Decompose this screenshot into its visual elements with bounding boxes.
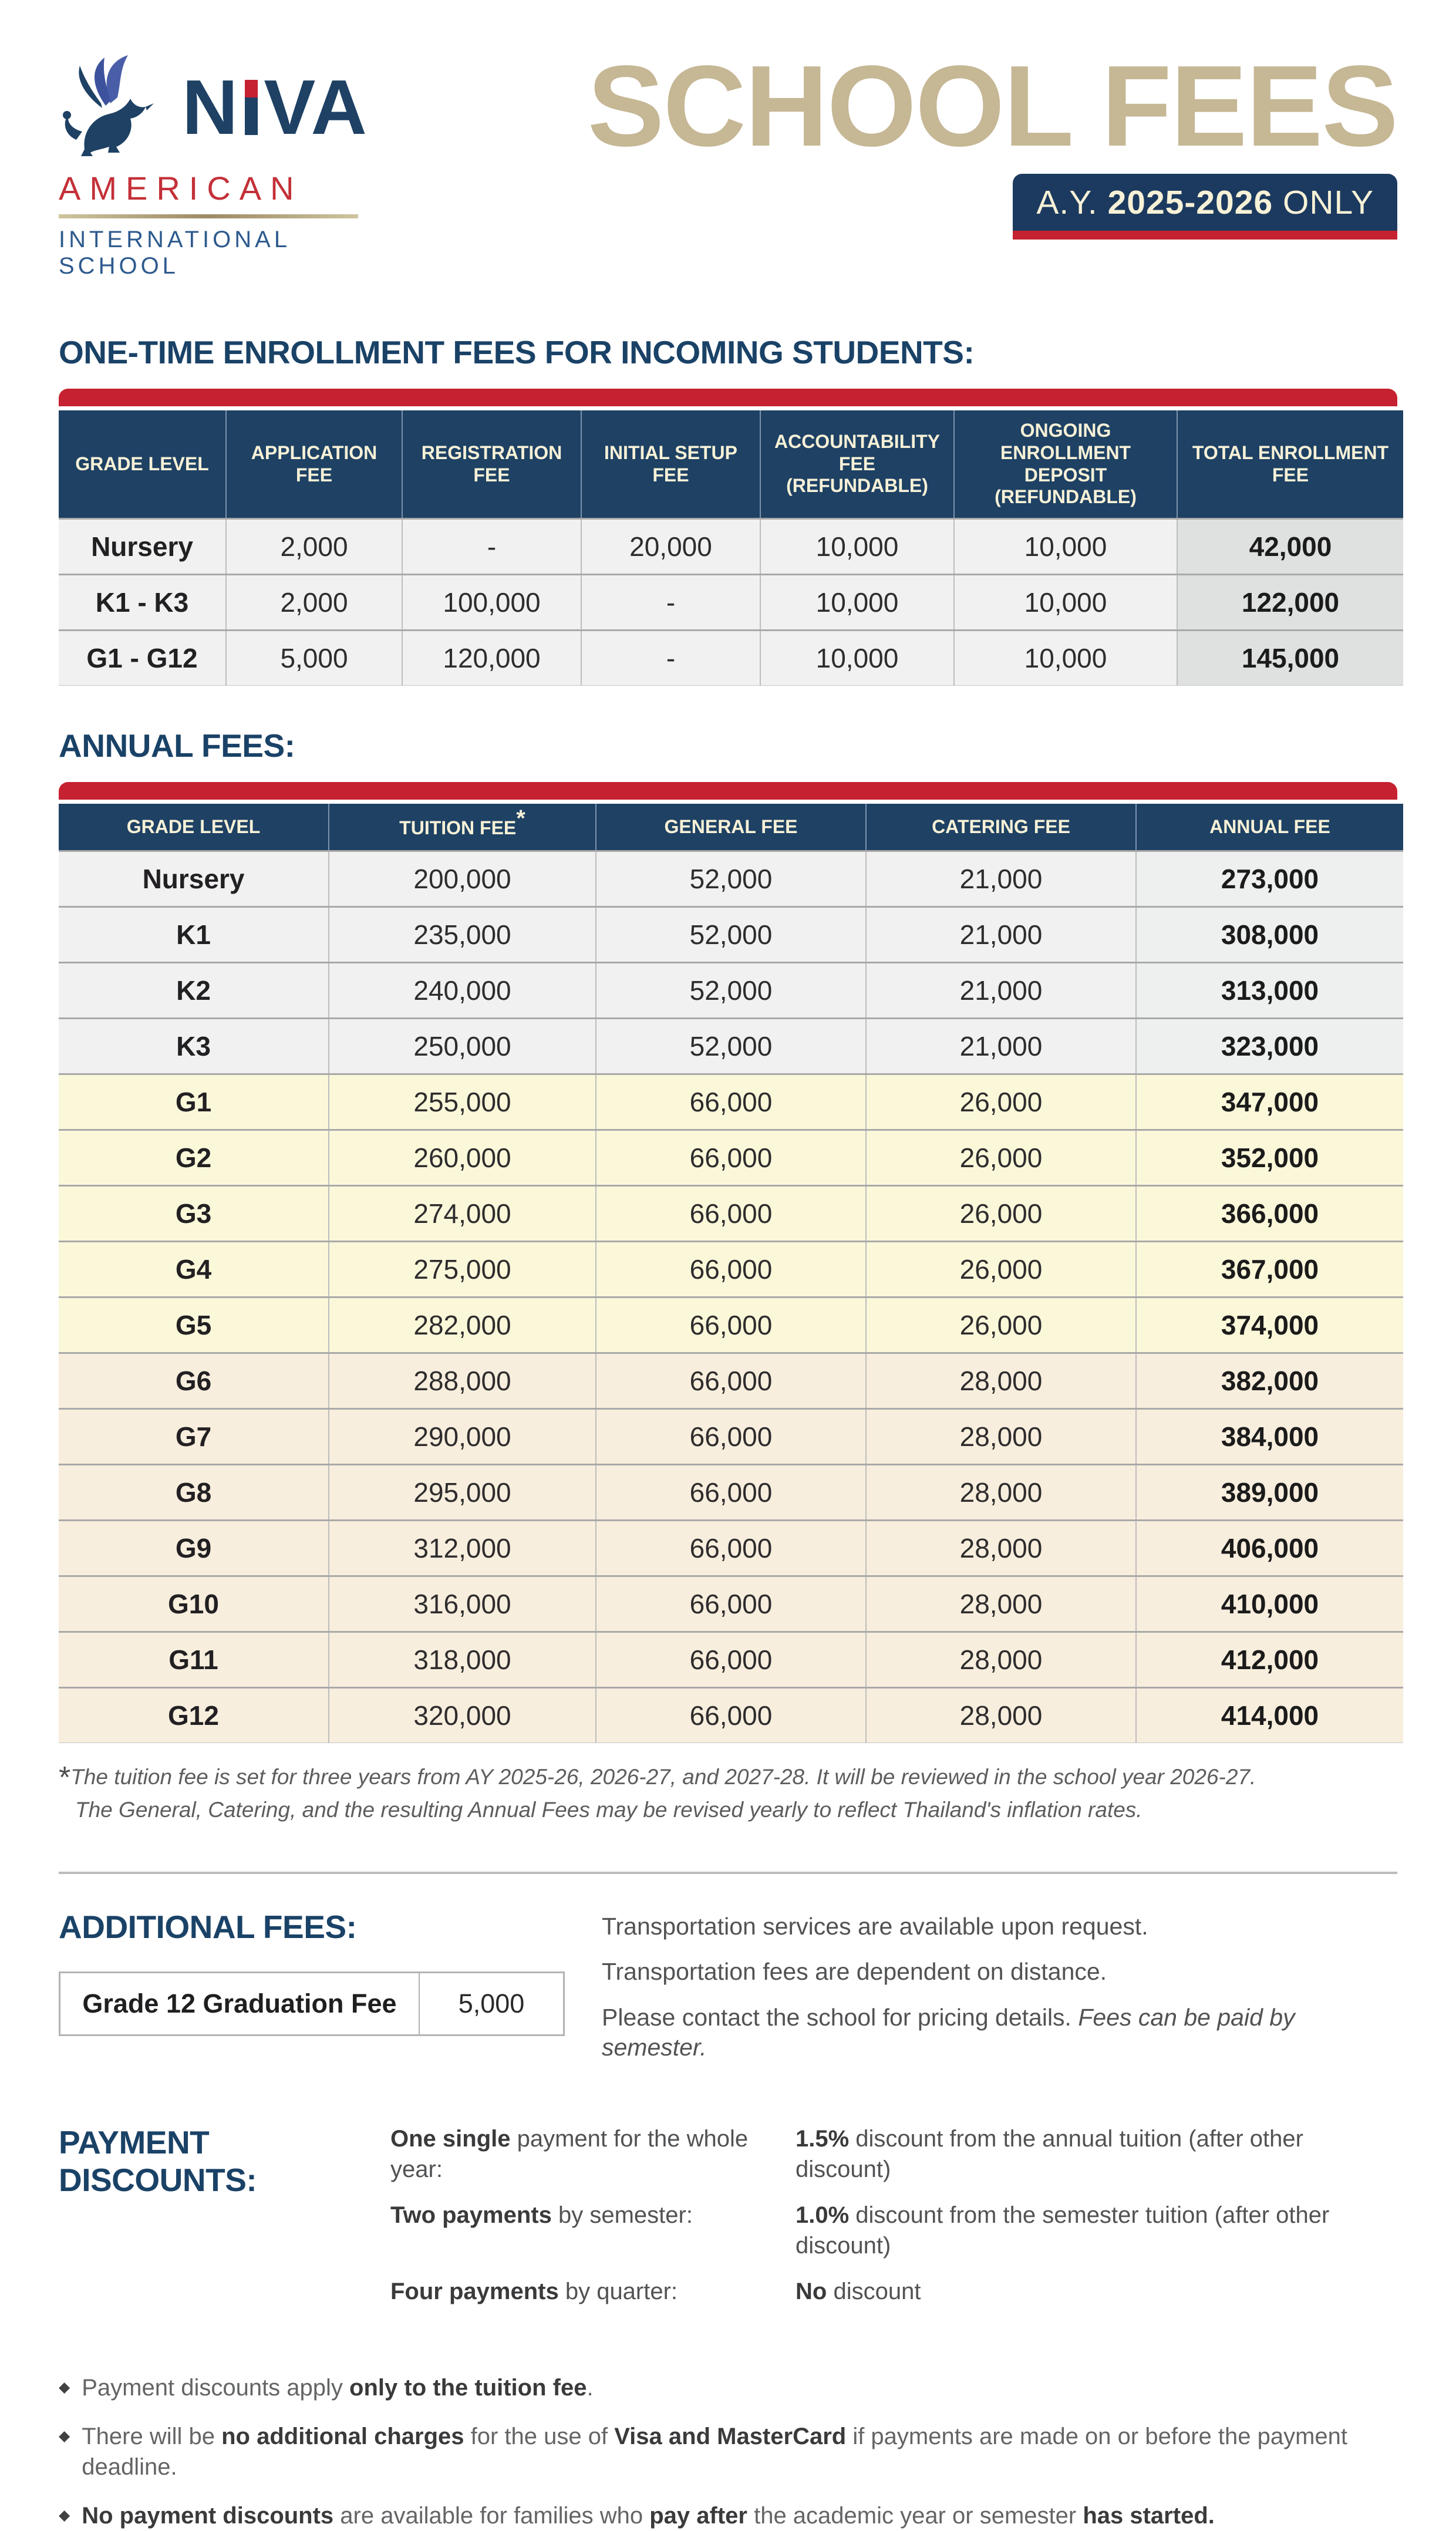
fee-cell: 20,000 xyxy=(581,519,760,575)
fee-cell: 26,000 xyxy=(866,1130,1136,1186)
fee-cell: 28,000 xyxy=(866,1409,1136,1465)
annual-fee-cell: 384,000 xyxy=(1136,1409,1403,1465)
payment-discounts-rows xyxy=(390,2124,1397,2322)
column-header: ACCOUNTABILITY FEE (REFUNDABLE) xyxy=(760,410,954,519)
griffin-logo-icon xyxy=(59,52,182,163)
fee-cell: 26,000 xyxy=(866,1242,1136,1297)
table-row xyxy=(59,1297,1403,1353)
text-segment: Please contact the school for pricing details. xyxy=(602,2003,1078,2031)
fee-cell: 21,000 xyxy=(866,907,1136,963)
table-row xyxy=(59,1632,1403,1688)
fee-cell: 28,000 xyxy=(866,1632,1136,1688)
fee-cell: 52,000 xyxy=(596,851,866,907)
fee-cell: 66,000 xyxy=(596,1409,866,1465)
text-segment: 1.5% xyxy=(796,2126,850,2152)
annual-section-heading: ANNUAL FEES: xyxy=(59,727,295,764)
fee-cell: 66,000 xyxy=(596,1242,866,1297)
discount-row xyxy=(390,2124,1397,2185)
fee-cell: 28,000 xyxy=(866,1521,1136,1576)
enrollment-table-body xyxy=(59,519,1403,686)
fee-cell: 66,000 xyxy=(596,1521,866,1576)
fee-cell: 66,000 xyxy=(596,1688,866,1743)
annual-fee-cell: 273,000 xyxy=(1136,851,1403,907)
fee-cell: 66,000 xyxy=(596,1297,866,1353)
table-row xyxy=(59,1074,1403,1130)
fee-cell: 26,000 xyxy=(866,1186,1136,1242)
logo-gold-divider xyxy=(59,214,358,218)
fee-cell: 66,000 xyxy=(596,1186,866,1242)
table-row xyxy=(59,1353,1403,1409)
annual-fee-cell: 412,000 xyxy=(1136,1632,1403,1688)
fee-cell: 52,000 xyxy=(596,963,866,1019)
text-segment: Fees can be paid by semester. xyxy=(602,2003,1295,2061)
logo-top xyxy=(59,52,387,163)
grade-level-cell: G2 xyxy=(59,1130,329,1186)
badge-year: 2025-2026 xyxy=(1107,184,1273,222)
fee-cell: 66,000 xyxy=(596,1130,866,1186)
text-segment: if payments are made on or before the payment deadline. xyxy=(82,2424,1348,2481)
text-segment: Four payments xyxy=(390,2279,559,2305)
discount-value xyxy=(796,2276,1397,2307)
note-text xyxy=(82,2421,1397,2482)
column-header: ANNUAL FEE xyxy=(1136,804,1403,851)
text-segment: payment for the whole year: xyxy=(390,2126,749,2183)
discount-row xyxy=(390,2276,1397,2307)
table-row xyxy=(59,1465,1403,1521)
fee-cell: 28,000 xyxy=(866,1688,1136,1743)
transportation-line xyxy=(602,2003,1397,2063)
section-divider xyxy=(59,1872,1397,1874)
discount-value xyxy=(796,2200,1397,2261)
grade-level-cell: G12 xyxy=(59,1688,329,1743)
graduation-fee-label: Grade 12 Graduation Fee xyxy=(60,1973,420,2034)
badge-prefix: A.Y. xyxy=(1036,184,1098,222)
text-segment: Transportation services are available upon request. xyxy=(602,1913,1148,1940)
fee-cell: 295,000 xyxy=(329,1465,596,1521)
logo-niva-i-mark xyxy=(245,80,258,135)
annual-fee-cell: 313,000 xyxy=(1136,963,1403,1019)
tuition-asterisk: * xyxy=(516,806,525,831)
page-title: SCHOOL FEES xyxy=(587,42,1397,170)
table-row xyxy=(59,1019,1403,1074)
annual-fee-cell: 366,000 xyxy=(1136,1186,1403,1242)
text-segment: discount from the semester tuition (after other discount) xyxy=(796,2202,1330,2259)
fee-cell: 10,000 xyxy=(760,631,954,686)
logo-subtitle: INTERNATIONAL SCHOOL xyxy=(59,227,290,279)
grade-level-cell: Nursery xyxy=(59,851,329,907)
annual-table xyxy=(59,804,1403,1743)
text-segment: discount from the annual tuition (after other discount) xyxy=(796,2126,1303,2183)
annual-fee-cell: 382,000 xyxy=(1136,1353,1403,1409)
fee-cell: 52,000 xyxy=(596,1019,866,1074)
annual-table-red-cap xyxy=(59,782,1397,800)
fee-cell: 235,000 xyxy=(329,907,596,963)
text-segment: Payment discounts apply xyxy=(82,2375,350,2401)
column-header: TOTAL ENROLLMENT FEE xyxy=(1177,410,1403,519)
grade-level-cell: G9 xyxy=(59,1521,329,1576)
fee-cell: 2,000 xyxy=(226,575,402,631)
fee-cell: 316,000 xyxy=(329,1576,596,1632)
fee-cell: 21,000 xyxy=(866,851,1136,907)
grade-level-cell: G5 xyxy=(59,1297,329,1353)
grade-level-cell: G11 xyxy=(59,1632,329,1688)
fee-cell: 320,000 xyxy=(329,1688,596,1743)
transportation-line xyxy=(602,1912,1397,1942)
table-row xyxy=(59,907,1403,963)
annual-fee-cell: 347,000 xyxy=(1136,1074,1403,1130)
fee-cell: 200,000 xyxy=(329,851,596,907)
text-segment: One single xyxy=(390,2126,511,2152)
fee-cell: 10,000 xyxy=(760,519,954,575)
academic-year-badge xyxy=(1013,174,1397,240)
fee-cell: 5,000 xyxy=(226,631,402,686)
grade-level-cell: K3 xyxy=(59,1019,329,1074)
grade-level-cell: G7 xyxy=(59,1409,329,1465)
table-row xyxy=(59,963,1403,1019)
fee-cell: 274,000 xyxy=(329,1186,596,1242)
fee-cell: 21,000 xyxy=(866,963,1136,1019)
total-fee-cell: 145,000 xyxy=(1177,631,1403,686)
footnote-line-2: The General, Catering, and the resulting Annual Fees may be revised yearly to reflect Thailand's inflation rates. xyxy=(75,1797,1142,1822)
fee-cell: 66,000 xyxy=(596,1632,866,1688)
text-segment: are available for families who xyxy=(333,2503,650,2529)
diamond-bullet-icon: ◆ xyxy=(59,2379,70,2396)
fee-cell: - xyxy=(581,631,760,686)
academic-year-text xyxy=(1036,183,1374,222)
payment-discounts-section xyxy=(59,2124,1397,2322)
table-row xyxy=(59,575,1403,631)
fee-cell: 26,000 xyxy=(866,1074,1136,1130)
school-fees-document xyxy=(0,42,1456,2529)
fee-cell: 66,000 xyxy=(596,1074,866,1130)
grade-level-cell: K1 - K3 xyxy=(59,575,226,631)
text-segment: No payment discounts xyxy=(82,2503,334,2529)
annual-table-wrap xyxy=(59,782,1397,1743)
note-row xyxy=(59,2372,1397,2403)
fee-cell: 10,000 xyxy=(760,575,954,631)
school-logo xyxy=(59,52,387,279)
discount-label xyxy=(390,2276,796,2307)
fee-cell: 290,000 xyxy=(329,1409,596,1465)
discount-value xyxy=(796,2124,1397,2185)
table-row xyxy=(59,1521,1403,1576)
enrollment-table-wrap xyxy=(59,389,1397,686)
discount-label xyxy=(390,2124,796,2185)
text-segment: No xyxy=(796,2279,827,2305)
annual-fee-cell: 410,000 xyxy=(1136,1576,1403,1632)
annual-fee-cell: 414,000 xyxy=(1136,1688,1403,1743)
badge-suffix: ONLY xyxy=(1283,184,1374,222)
text-segment: There will be xyxy=(82,2424,222,2450)
title-block xyxy=(587,42,1397,240)
logo-niva-va: VA xyxy=(264,64,368,150)
enrollment-table xyxy=(59,410,1403,686)
fee-cell: 100,000 xyxy=(402,575,581,631)
enrollment-table-red-cap xyxy=(59,389,1397,406)
annual-fee-cell: 406,000 xyxy=(1136,1521,1403,1576)
fee-cell: 28,000 xyxy=(866,1576,1136,1632)
table-row xyxy=(59,1130,1403,1186)
note-row xyxy=(59,2500,1397,2531)
fee-cell: 250,000 xyxy=(329,1019,596,1074)
additional-fees-heading: ADDITIONAL FEES: xyxy=(59,1909,357,1946)
text-segment: no additional charges xyxy=(221,2424,464,2450)
tuition-footnote xyxy=(59,1761,1397,1826)
fee-cell: 10,000 xyxy=(954,519,1177,575)
fee-cell: - xyxy=(581,575,760,631)
text-segment: 1.0% xyxy=(796,2202,850,2229)
discount-row xyxy=(390,2200,1397,2261)
column-header: TUITION FEE* xyxy=(329,804,596,851)
note-text xyxy=(82,2372,593,2403)
fee-cell: 10,000 xyxy=(954,575,1177,631)
header xyxy=(59,42,1397,279)
total-fee-cell: 122,000 xyxy=(1177,575,1403,631)
text-segment: the academic year or semester xyxy=(747,2503,1083,2529)
fee-cell: 260,000 xyxy=(329,1130,596,1186)
column-header: REGISTRATION FEE xyxy=(402,410,581,519)
graduation-fee-value: 5,000 xyxy=(458,1989,525,2019)
text-segment: pay after xyxy=(649,2503,747,2529)
annual-fee-cell: 308,000 xyxy=(1136,907,1403,963)
column-header: APPLICATION FEE xyxy=(226,410,402,519)
text-segment: Transportation fees are dependent on distance. xyxy=(602,1958,1107,1986)
logo-niva-n: N xyxy=(182,64,240,150)
fee-cell: 282,000 xyxy=(329,1297,596,1353)
transportation-line xyxy=(602,1957,1397,1987)
column-header: GRADE LEVEL xyxy=(59,410,226,519)
enrollment-table-head xyxy=(59,410,1403,519)
column-header: INITIAL SETUP FEE xyxy=(581,410,760,519)
transportation-info xyxy=(602,1908,1397,2078)
fee-cell: 318,000 xyxy=(329,1632,596,1688)
fee-cell: 66,000 xyxy=(596,1465,866,1521)
graduation-fee-table xyxy=(59,1971,565,2036)
annual-fee-cell: 374,000 xyxy=(1136,1297,1403,1353)
column-header: CATERING FEE xyxy=(866,804,1136,851)
logo-american-text: AMERICAN xyxy=(59,170,303,207)
discount-label xyxy=(390,2200,796,2261)
enrollment-section-heading: ONE-TIME ENROLLMENT FEES FOR INCOMING STUDENTS: xyxy=(59,334,975,370)
logo-niva-text xyxy=(182,64,368,150)
fee-cell: 26,000 xyxy=(866,1297,1136,1353)
grade-level-cell: G10 xyxy=(59,1576,329,1632)
grade-level-cell: G1 - G12 xyxy=(59,631,226,686)
diamond-bullet-icon: ◆ xyxy=(59,2428,70,2445)
fee-cell: 28,000 xyxy=(866,1353,1136,1409)
annual-fee-cell: 352,000 xyxy=(1136,1130,1403,1186)
footnote-line-1 xyxy=(59,1761,1397,1794)
column-header: GENERAL FEE xyxy=(596,804,866,851)
text-segment: Two payments xyxy=(390,2202,552,2229)
annual-table-head xyxy=(59,804,1403,851)
grade-level-cell: K1 xyxy=(59,907,329,963)
fee-cell: 255,000 xyxy=(329,1074,596,1130)
table-row xyxy=(59,631,1403,686)
grade-level-cell: G1 xyxy=(59,1074,329,1130)
note-text xyxy=(82,2500,1215,2531)
fee-cell: 10,000 xyxy=(954,631,1177,686)
payment-discounts-heading: PAYMENT DISCOUNTS: xyxy=(59,2124,257,2199)
fee-cell: 120,000 xyxy=(402,631,581,686)
table-row xyxy=(59,519,1403,575)
fee-cell: 66,000 xyxy=(596,1353,866,1409)
diamond-bullet-icon: ◆ xyxy=(59,2507,70,2524)
fee-cell: 288,000 xyxy=(329,1353,596,1409)
table-row xyxy=(59,1576,1403,1632)
fee-cell: - xyxy=(402,519,581,575)
annual-fee-cell: 323,000 xyxy=(1136,1019,1403,1074)
text-segment: only to the tuition fee xyxy=(349,2375,587,2401)
grade-level-cell: K2 xyxy=(59,963,329,1019)
table-row xyxy=(59,1688,1403,1743)
grade-level-cell: G4 xyxy=(59,1242,329,1297)
text-segment: for the use of xyxy=(464,2424,615,2450)
footnote-text-1: The tuition fee is set for three years from AY 2025-26, 2026-27, and 2027-28. It will be reviewed in the school year 2026-27. xyxy=(70,1765,1256,1789)
text-segment: Visa and MasterCard xyxy=(614,2424,847,2450)
grade-level-cell: G6 xyxy=(59,1353,329,1409)
fee-cell: 66,000 xyxy=(596,1576,866,1632)
grade-level-cell: G3 xyxy=(59,1186,329,1242)
asterisk-marker: * xyxy=(59,1761,71,1795)
additional-fees-section xyxy=(59,1908,1397,2078)
table-row xyxy=(59,1409,1403,1465)
annual-table-body xyxy=(59,851,1403,1743)
note-row xyxy=(59,2421,1397,2482)
text-segment: discount xyxy=(827,2279,921,2305)
footer-notes xyxy=(59,2372,1397,2531)
table-row xyxy=(59,1186,1403,1242)
annual-fee-cell: 367,000 xyxy=(1136,1242,1403,1297)
grade-level-cell: G8 xyxy=(59,1465,329,1521)
table-row xyxy=(59,851,1403,907)
fee-cell: 240,000 xyxy=(329,963,596,1019)
additional-fees-left xyxy=(59,1908,602,2078)
column-header: GRADE LEVEL xyxy=(59,804,329,851)
text-segment: . xyxy=(587,2375,594,2401)
fee-cell: 275,000 xyxy=(329,1242,596,1297)
annual-fee-cell: 389,000 xyxy=(1136,1465,1403,1521)
grade-level-cell: Nursery xyxy=(59,519,226,575)
text-segment: by semester: xyxy=(551,2202,693,2229)
fee-cell: 312,000 xyxy=(329,1521,596,1576)
badge-red-strip xyxy=(1013,231,1397,240)
text-segment: has started. xyxy=(1083,2503,1215,2529)
fee-cell: 2,000 xyxy=(226,519,402,575)
fee-cell: 52,000 xyxy=(596,907,866,963)
total-fee-cell: 42,000 xyxy=(1177,519,1403,575)
table-row xyxy=(59,1242,1403,1297)
fee-cell: 21,000 xyxy=(866,1019,1136,1074)
column-header: ONGOING ENROLLMENT DEPOSIT (REFUNDABLE) xyxy=(954,410,1177,519)
text-segment: by quarter: xyxy=(558,2279,678,2305)
fee-cell: 28,000 xyxy=(866,1465,1136,1521)
